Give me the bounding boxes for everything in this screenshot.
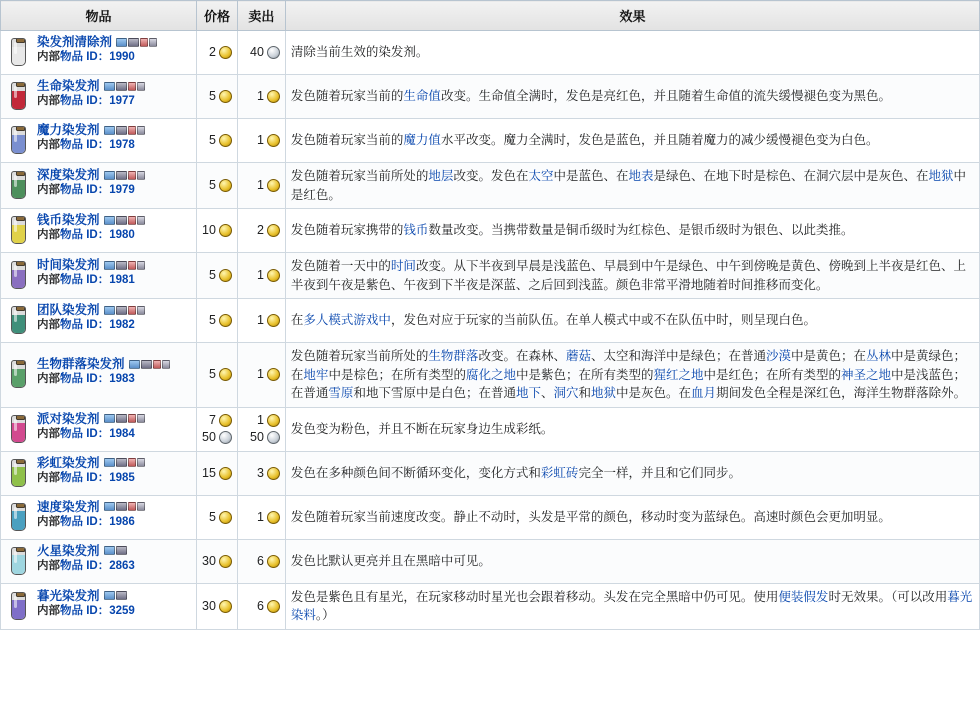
price-line — [202, 222, 232, 239]
hair-dye-bottle-icon — [6, 358, 32, 392]
console-icon — [116, 306, 127, 315]
price-value: 50 — [202, 430, 216, 444]
switch-icon — [149, 38, 157, 47]
sell-value: 40 — [250, 45, 264, 59]
table-row — [1, 451, 980, 495]
item-name-link[interactable]: 彩虹染发剂 — [37, 455, 100, 470]
item-name-link[interactable]: 速度染发剂 — [37, 499, 100, 514]
console-icon — [116, 591, 127, 600]
effect-cell — [285, 495, 979, 539]
internal-item-id: 内部物品 ID：1980 — [37, 229, 135, 241]
desktop-icon — [104, 261, 115, 270]
price-cell — [197, 343, 238, 408]
platform-icons — [104, 414, 145, 423]
switch-icon — [137, 261, 145, 270]
price-value: 15 — [202, 465, 216, 480]
console-icon — [116, 458, 127, 467]
console-icon — [116, 414, 127, 423]
price-cell — [197, 495, 238, 539]
gold-coin-icon — [219, 90, 232, 103]
effect-cell — [285, 31, 979, 75]
item-cell — [1, 163, 197, 209]
mobile-icon — [128, 82, 136, 91]
sell-value: 1 — [256, 89, 264, 103]
platform-icons — [104, 171, 145, 180]
column-header-sell: 卖出 — [237, 1, 285, 31]
sell-cell — [237, 299, 285, 343]
sell-value: 6 — [256, 598, 264, 613]
sell-value: 1 — [256, 509, 264, 524]
item-id-link[interactable]: 物品 — [60, 95, 83, 107]
platform-icons — [104, 216, 145, 225]
column-header-price: 价格 — [197, 1, 238, 31]
price-value: 5 — [208, 268, 216, 282]
sell-value: 3 — [256, 465, 264, 480]
internal-item-id: 内部物品 ID：3259 — [37, 604, 135, 617]
internal-item-id: 内部物品 ID：1982 — [37, 319, 135, 331]
table-row — [1, 75, 980, 119]
desktop-icon — [104, 502, 115, 511]
desktop-icon — [104, 82, 115, 91]
sell-value: 1 — [256, 268, 264, 282]
sell-cell — [237, 253, 285, 299]
price-cell — [197, 31, 238, 75]
mobile-icon — [128, 126, 136, 135]
table-row — [1, 343, 980, 408]
hair-dye-bottle-icon — [6, 457, 32, 491]
console-icon — [116, 546, 127, 555]
price-value: 5 — [208, 89, 216, 103]
item-cell — [1, 343, 197, 408]
price-value: 5 — [208, 367, 216, 382]
sell-line — [243, 267, 280, 284]
table-row — [1, 31, 980, 75]
item-id-link[interactable]: 物品 — [60, 51, 83, 63]
item-name-link[interactable]: 染发剂清除剂 — [37, 35, 113, 49]
item-id-link[interactable]: 物品 — [60, 515, 83, 528]
item-cell — [1, 31, 197, 75]
gold-coin-icon — [267, 134, 280, 147]
effect-cell — [285, 343, 979, 408]
sell-value: 1 — [256, 367, 264, 382]
sell-line — [243, 88, 280, 105]
platform-icons — [104, 306, 145, 315]
internal-item-id: 内部物品 ID：1983 — [37, 373, 135, 386]
internal-item-id: 内部物品 ID：1978 — [37, 139, 135, 151]
gold-coin-icon — [219, 511, 232, 524]
table-row — [1, 299, 980, 343]
item-id-link[interactable]: 物品 — [60, 184, 83, 196]
effect-cell — [285, 209, 979, 253]
table-row — [1, 253, 980, 299]
gold-coin-icon — [219, 224, 232, 237]
column-header-item: 物品 — [1, 1, 197, 31]
item-name-link[interactable]: 深度染发剂 — [37, 168, 100, 182]
platform-icons — [104, 502, 145, 511]
effect-text: 发色随着一天中的时间改变。从下半夜到早晨是浅蓝色、早晨到中午是绿色、中午到傍晚是黄色、傍晚到上半夜是红色、上半夜到午夜是紫色、午夜到下半夜是深蓝、之后回到浅蓝。颜色非常平滑地随着时间推移而变化。 — [290, 259, 966, 292]
switch-icon — [137, 126, 145, 135]
desktop-icon — [104, 171, 115, 180]
platform-icons — [104, 546, 127, 555]
gold-coin-icon — [267, 90, 280, 103]
sell-value: 1 — [256, 133, 264, 147]
sell-line — [243, 222, 280, 239]
price-line — [202, 88, 232, 105]
price-cell — [197, 299, 238, 343]
table-row — [1, 495, 980, 539]
sell-cell — [237, 75, 285, 119]
desktop-icon — [104, 458, 115, 467]
sell-value: 50 — [250, 430, 264, 444]
gold-coin-icon — [219, 269, 232, 282]
platform-icons — [104, 458, 145, 467]
price-cell — [197, 583, 238, 629]
item-name-link[interactable]: 生物群落染发剂 — [37, 357, 125, 372]
sell-line — [243, 553, 280, 570]
sell-cell — [237, 407, 285, 451]
platform-icons — [129, 360, 170, 369]
switch-icon — [137, 171, 145, 180]
switch-icon — [137, 82, 145, 91]
gold-coin-icon — [267, 368, 280, 381]
mobile-icon — [128, 261, 136, 270]
table-row — [1, 163, 980, 209]
mobile-icon — [128, 458, 136, 467]
table-body — [1, 31, 980, 630]
gold-coin-icon — [219, 600, 232, 613]
item-cell — [1, 119, 197, 163]
effect-text: 在多人模式游戏中，发色对应于玩家的当前队伍。在单人模式中或不在队伍中时，则呈现白色。 — [290, 313, 816, 328]
item-cell — [1, 299, 197, 343]
price-line — [202, 509, 232, 526]
mobile-icon — [153, 360, 161, 369]
hair-dye-bottle-icon — [6, 501, 32, 535]
desktop-icon — [104, 306, 115, 315]
internal-item-id: 内部物品 ID：1979 — [37, 184, 135, 196]
price-line — [202, 412, 232, 429]
item-name-link[interactable]: 时间染发剂 — [37, 258, 100, 272]
price-cell — [197, 539, 238, 583]
price-value: 5 — [208, 313, 216, 327]
gold-coin-icon — [219, 555, 232, 568]
switch-icon — [162, 360, 170, 369]
silver-coin-icon — [267, 46, 280, 59]
price-line — [202, 312, 232, 329]
silver-coin-icon — [219, 431, 232, 444]
console-icon — [128, 38, 139, 47]
console-icon — [141, 360, 152, 369]
effect-cell — [285, 583, 979, 629]
hair-dye-bottle-icon — [6, 169, 32, 203]
item-cell — [1, 451, 197, 495]
sell-cell — [237, 539, 285, 583]
gold-coin-icon — [267, 555, 280, 568]
sell-cell — [237, 119, 285, 163]
price-value: 30 — [202, 598, 216, 613]
item-id-link[interactable]: 物品 — [60, 229, 83, 241]
sell-line — [243, 312, 280, 329]
hair-dye-bottle-icon — [6, 259, 32, 293]
hair-dye-bottle-icon — [6, 214, 32, 248]
internal-item-id: 内部物品 ID：1990 — [37, 51, 135, 63]
sell-cell — [237, 31, 285, 75]
price-cell — [197, 75, 238, 119]
item-cell — [1, 407, 197, 451]
effect-text: 发色是紫色且有星光，在玩家移动时星光也会跟着移动。头发在完全黑暗中仍可见。使用便装假发时无效果。（可以改用暮光染料。） — [290, 589, 973, 622]
price-value: 5 — [208, 509, 216, 524]
price-value: 7 — [208, 413, 216, 427]
gold-coin-icon — [267, 224, 280, 237]
item-id-link[interactable]: 物品 — [60, 373, 83, 386]
switch-icon — [137, 502, 145, 511]
item-cell — [1, 253, 197, 299]
switch-icon — [137, 414, 145, 423]
effect-text: 清除当前生效的染发剂。 — [290, 45, 429, 60]
price-line — [202, 465, 232, 482]
sell-line — [243, 465, 280, 482]
effect-cell — [285, 163, 979, 209]
effect-text: 发色随着玩家当前所处的地层改变。发色在太空中是蓝色、在地表是绿色、在地下时是棕色、在洞穴层中是灰色、在地狱中是红色。 — [290, 169, 967, 202]
internal-item-id: 内部物品 ID：2863 — [37, 559, 135, 572]
table-row — [1, 539, 980, 583]
item-cell — [1, 539, 197, 583]
effect-text: 发色随着玩家当前所处的生物群落改变。在森林、蘑菇、太空和海洋中是绿色；在普通沙漠中是黄色；在丛林中是黄绿色；在地牢中是棕色；在所有类型的腐化之地中是紫色；在所有类型的猩红之地中是红色；在所有类型的神圣之地中是浅蓝色；在普通雪原和地下雪原中是白色；在普通地下、洞穴和地狱中是灰色。在血月期间发色全程是深红色，海洋生物群落除外。 — [290, 349, 967, 400]
hair-dye-bottle-icon — [6, 80, 32, 114]
gold-coin-icon — [219, 179, 232, 192]
price-cell — [197, 253, 238, 299]
mobile-icon — [128, 306, 136, 315]
item-name-link[interactable]: 魔力染发剂 — [37, 123, 100, 137]
table-row — [1, 583, 980, 629]
item-name-link[interactable]: 火星染发剂 — [37, 543, 100, 558]
console-icon — [116, 216, 127, 225]
hair-dye-bottle-icon — [6, 304, 32, 338]
platform-icons — [104, 126, 145, 135]
hair-dye-bottle-icon — [6, 36, 32, 70]
hair-dye-bottle-icon — [6, 124, 32, 158]
platform-icons — [104, 591, 127, 600]
item-cell — [1, 583, 197, 629]
item-id-link[interactable]: 物品 — [60, 139, 83, 151]
price-line — [202, 132, 232, 149]
price-line — [202, 267, 232, 284]
desktop-icon — [104, 546, 115, 555]
price-value: 5 — [208, 133, 216, 147]
internal-item-id: 内部物品 ID：1977 — [37, 95, 135, 107]
console-icon — [116, 126, 127, 135]
item-cell — [1, 209, 197, 253]
platform-icons — [104, 82, 145, 91]
console-icon — [116, 171, 127, 180]
sell-line — [243, 598, 280, 615]
item-id-link[interactable]: 物品 — [60, 471, 83, 484]
item-name-link[interactable]: 钱币染发剂 — [37, 213, 100, 227]
effect-cell — [285, 539, 979, 583]
price-cell — [197, 163, 238, 209]
silver-coin-icon — [267, 431, 280, 444]
item-cell — [1, 75, 197, 119]
gold-coin-icon — [219, 414, 232, 427]
item-id-link[interactable]: 物品 — [60, 319, 83, 331]
gold-coin-icon — [267, 314, 280, 327]
console-icon — [116, 82, 127, 91]
price-value: 2 — [208, 45, 216, 59]
gold-coin-icon — [219, 46, 232, 59]
effect-text: 发色变为粉色，并且不断在玩家身边生成彩纸。 — [290, 421, 554, 436]
sell-cell — [237, 451, 285, 495]
gold-coin-icon — [267, 179, 280, 192]
desktop-icon — [104, 414, 115, 423]
desktop-icon — [104, 591, 115, 600]
mobile-icon — [128, 171, 136, 180]
item-id-link[interactable]: 物品 — [60, 559, 83, 572]
switch-icon — [137, 306, 145, 315]
gold-coin-icon — [219, 467, 232, 480]
mobile-icon — [140, 38, 148, 47]
price-line — [202, 553, 232, 570]
sell-value: 2 — [256, 223, 264, 237]
price-cell — [197, 209, 238, 253]
gold-coin-icon — [267, 511, 280, 524]
sell-line — [243, 132, 280, 149]
sell-value: 1 — [256, 413, 264, 427]
desktop-icon — [116, 38, 127, 47]
item-cell — [1, 495, 197, 539]
price-cell — [197, 119, 238, 163]
gold-coin-icon — [267, 600, 280, 613]
gold-coin-icon — [219, 134, 232, 147]
column-header-effect: 效果 — [285, 1, 979, 31]
item-name-link[interactable]: 生命染发剂 — [37, 79, 100, 93]
price-cell — [197, 407, 238, 451]
console-icon — [116, 502, 127, 511]
sell-value: 1 — [256, 313, 264, 327]
internal-item-id: 内部物品 ID：1985 — [37, 471, 135, 484]
switch-icon — [137, 216, 145, 225]
sell-cell — [237, 495, 285, 539]
sell-value: 1 — [256, 178, 264, 192]
desktop-icon — [129, 360, 140, 369]
effect-cell — [285, 407, 979, 451]
item-name-link[interactable]: 团队染发剂 — [37, 303, 100, 317]
sell-line — [243, 177, 280, 194]
sell-line — [243, 44, 280, 61]
item-id-link[interactable]: 物品 — [60, 274, 83, 286]
item-id-link[interactable]: 物品 — [60, 427, 83, 440]
effect-cell — [285, 119, 979, 163]
gold-coin-icon — [267, 467, 280, 480]
price-cell — [197, 451, 238, 495]
mobile-icon — [128, 414, 136, 423]
gold-coin-icon — [219, 368, 232, 381]
sell-cell — [237, 163, 285, 209]
effect-text: 发色随着玩家当前的魔力值水平改变。魔力全满时，发色是蓝色，并且随着魔力的减少缓慢褪色变为白色。 — [290, 133, 879, 148]
price-line — [202, 429, 232, 446]
item-name-link[interactable]: 暮光染发剂 — [37, 588, 100, 603]
gold-coin-icon — [267, 269, 280, 282]
table-row — [1, 407, 980, 451]
gold-coin-icon — [267, 414, 280, 427]
price-value: 30 — [202, 553, 216, 568]
desktop-icon — [104, 216, 115, 225]
table-row — [1, 209, 980, 253]
effect-text: 发色在多种颜色间不断循环变化，变化方式和彩虹砖完全一样，并且和它们同步。 — [290, 465, 741, 480]
desktop-icon — [104, 126, 115, 135]
effect-cell — [285, 451, 979, 495]
sell-cell — [237, 583, 285, 629]
effect-text: 发色随着玩家当前速度改变。静止不动时，头发是平常的颜色，移动时变为蓝绿色。高速时颜色会更加明显。 — [290, 509, 891, 524]
gold-coin-icon — [219, 314, 232, 327]
internal-item-id: 内部物品 ID：1986 — [37, 515, 135, 528]
hair-dye-bottle-icon — [6, 545, 32, 579]
price-line — [202, 177, 232, 194]
price-line — [202, 366, 232, 383]
mobile-icon — [128, 216, 136, 225]
price-line — [202, 598, 232, 615]
internal-item-id: 内部物品 ID：1984 — [37, 427, 135, 440]
sell-line — [243, 429, 280, 446]
sell-cell — [237, 209, 285, 253]
hair-dye-bottle-icon — [6, 590, 32, 624]
effect-cell — [285, 253, 979, 299]
item-id-link[interactable]: 物品 — [60, 604, 83, 617]
sell-line — [243, 412, 280, 429]
internal-item-id: 内部物品 ID：1981 — [37, 274, 135, 286]
hair-dye-bottle-icon — [6, 413, 32, 447]
sell-value: 6 — [256, 553, 264, 568]
mobile-icon — [128, 502, 136, 511]
effect-text: 发色随着玩家当前的生命值改变。生命值全满时，发色是亮红色，并且随着生命值的流失缓慢褪色变为黑色。 — [290, 89, 891, 104]
table-header-row — [1, 1, 980, 31]
effect-cell — [285, 299, 979, 343]
platform-icons — [104, 261, 145, 270]
console-icon — [116, 261, 127, 270]
item-name-link[interactable]: 派对染发剂 — [37, 411, 100, 426]
sell-line — [243, 366, 280, 383]
sell-line — [243, 509, 280, 526]
table-row — [1, 119, 980, 163]
effect-cell — [285, 75, 979, 119]
price-value: 5 — [208, 178, 216, 192]
effect-text: 发色随着玩家携带的钱币数量改变。当携带数量是铜币级时为红棕色、是银币级时为银色、以此类推。 — [290, 223, 854, 238]
effect-text: 发色比默认更亮并且在黑暗中可见。 — [290, 553, 491, 568]
sell-cell — [237, 343, 285, 408]
platform-icons — [116, 38, 157, 47]
switch-icon — [137, 458, 145, 467]
price-line — [202, 44, 232, 61]
price-value: 10 — [202, 223, 216, 237]
